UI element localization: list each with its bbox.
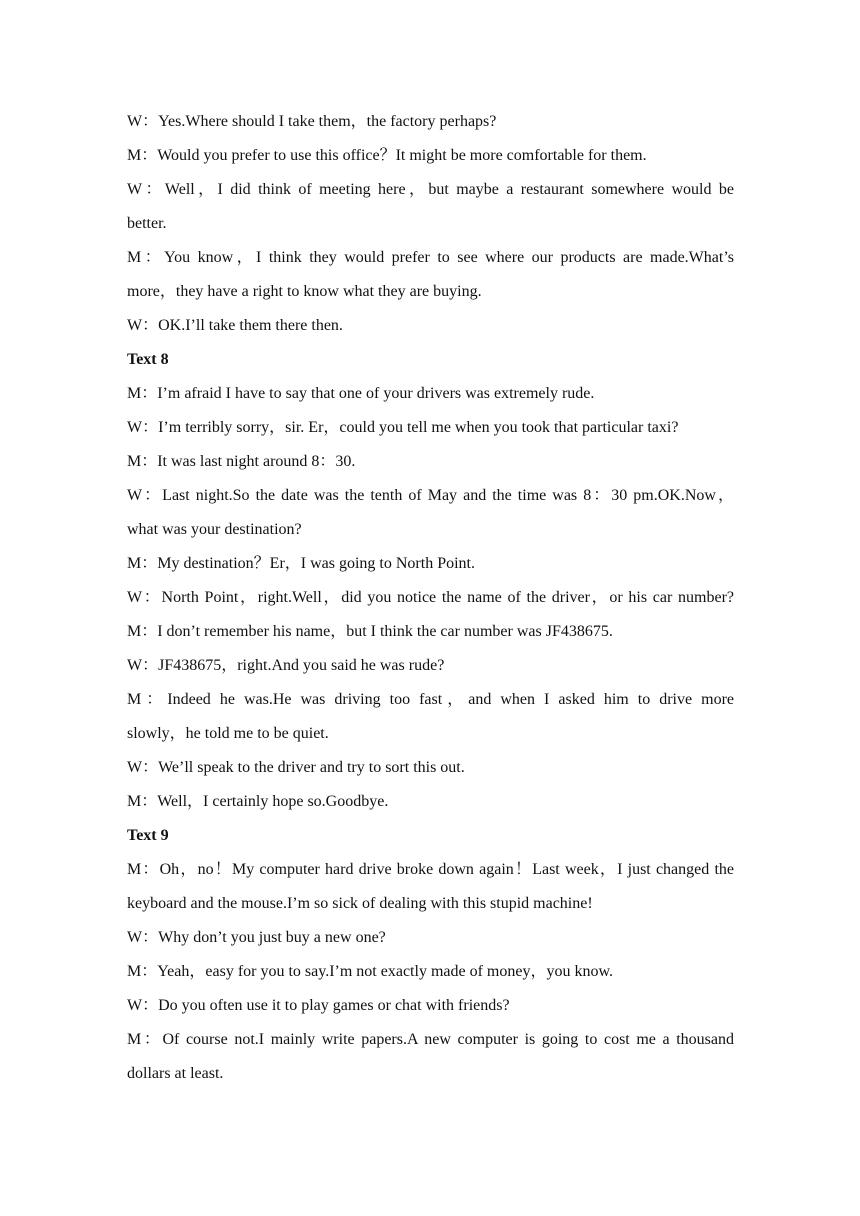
dialog-line: what was your destination? (127, 521, 302, 538)
dialog-line: W：North Point，right.Well，did you notice the name of the driver，or his car number? (127, 589, 734, 606)
document-page (127, 105, 734, 1091)
dialog-line: keyboard and the mouse.I’m so sick of dealing with this stupid machine! (127, 895, 593, 912)
dialog-line: M：My destination？Er，I was going to North Point. (127, 555, 475, 572)
dialog-line: M：Indeed he was.He was driving too fast，and when I asked him to drive more (127, 691, 734, 708)
dialog-line: W：We’ll speak to the driver and try to sort this out. (127, 759, 465, 776)
dialog-line: W：Last night.So the date was the tenth of May and the time was 8：30 pm.OK.Now， (127, 487, 734, 504)
dialog-line: W：Yes.Where should I take them，the factory perhaps? (127, 113, 497, 130)
dialog-line: M：Well，I certainly hope so.Goodbye. (127, 793, 389, 810)
dialog-line: W：I’m terribly sorry，sir. Er，could you tell me when you took that particular taxi? (127, 419, 679, 436)
dialog-line: M：Would you prefer to use this office？It might be more comfortable for them. (127, 147, 647, 164)
dialog-line: W：OK.I’ll take them there then. (127, 317, 343, 334)
dialog-line: M：Oh，no！My computer hard drive broke down again！Last week，I just changed the (127, 861, 734, 878)
dialog-line: M：You know，I think they would prefer to see where our products are made.What’s (127, 249, 734, 266)
dialog-line: W：Well，I did think of meeting here，but maybe a restaurant somewhere would be (127, 181, 734, 198)
dialog-line: more，they have a right to know what they are buying. (127, 283, 482, 300)
dialog-line: M：It was last night around 8：30. (127, 453, 356, 470)
dialog-line: W：JF438675，right.And you said he was rude? (127, 657, 445, 674)
dialog-line: W：Do you often use it to play games or chat with friends? (127, 997, 510, 1014)
dialog-line: dollars at least. (127, 1065, 224, 1082)
section-heading: Text 8 (127, 351, 169, 368)
dialog-line: M：Of course not.I mainly write papers.A new computer is going to cost me a thousand (127, 1031, 734, 1048)
section-heading: Text 9 (127, 827, 169, 844)
dialog-line: W：Why don’t you just buy a new one? (127, 929, 386, 946)
dialog-line: M：I don’t remember his name，but I think the car number was JF438675. (127, 623, 613, 640)
dialog-line: M：I’m afraid I have to say that one of your drivers was extremely rude. (127, 385, 595, 402)
dialog-line: better. (127, 215, 167, 232)
dialog-line: slowly，he told me to be quiet. (127, 725, 329, 742)
dialog-line: M：Yeah，easy for you to say.I’m not exactly made of money，you know. (127, 963, 613, 980)
